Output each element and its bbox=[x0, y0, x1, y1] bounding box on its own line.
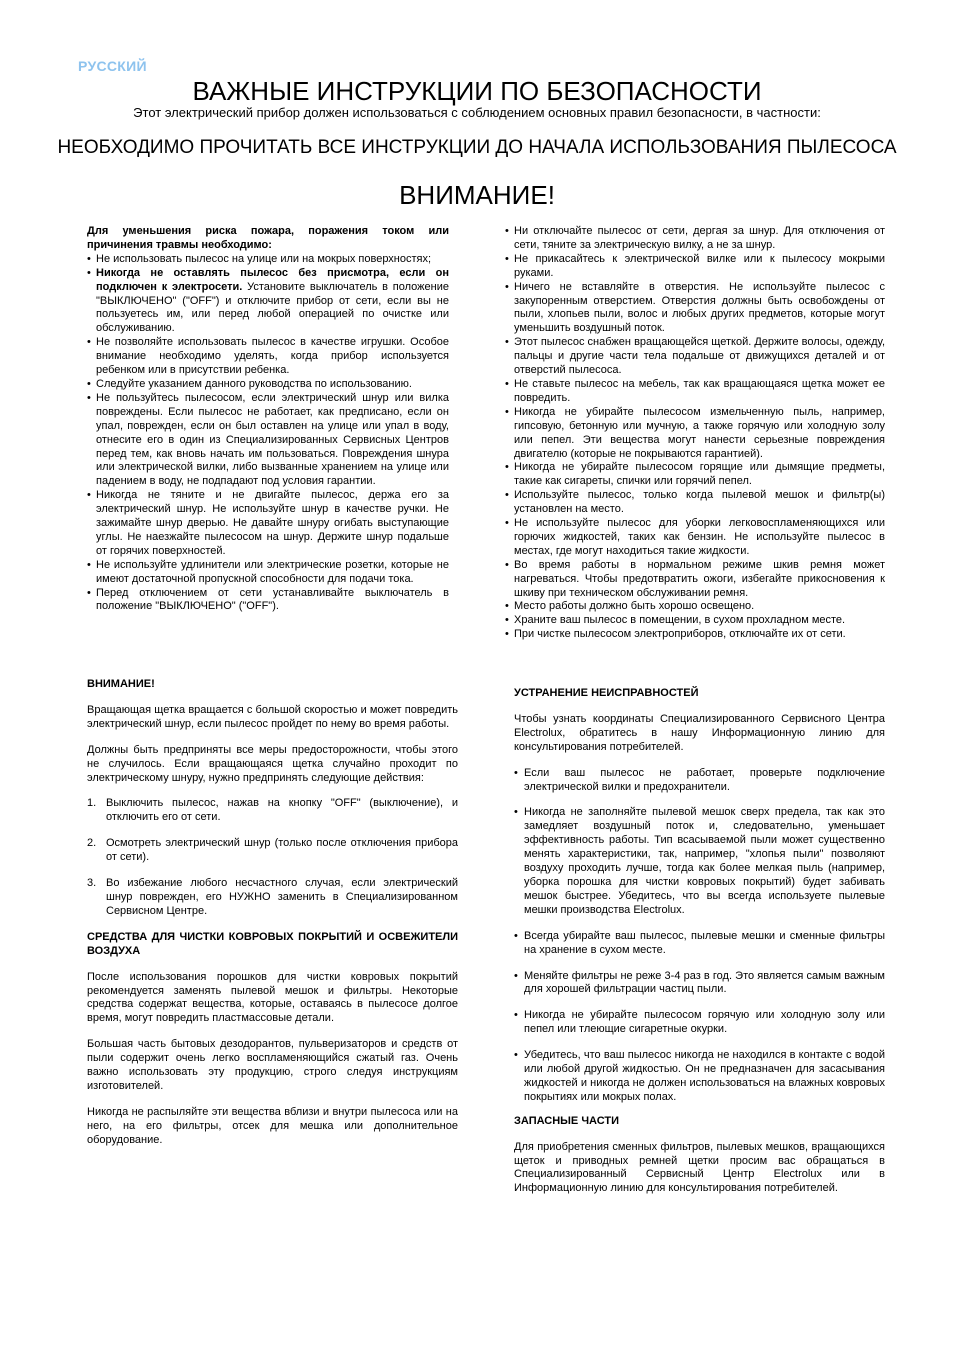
list-item: • Во время работы в нормальном режиме шкив ремня может нагреваться. Чтобы предотвратить ожоги, избегайте прикосновения к шкиву при техническом обслуживании ремня. bbox=[505, 559, 885, 601]
list-item: • Никогда не убирайте пылесосом горячую или холодную золу или пепел или тлеющие сигаретные окурки. bbox=[514, 1009, 885, 1037]
list-item: • Перед отключением от сети устанавливайте выключатель в положение "ВЫКЛЮЧЕНО" ("OFF"). bbox=[87, 587, 449, 615]
carpet-paragraph-1: После использования порошков для чистки ковровых покрытий рекомендуется заменять пылевой мешок и фильтры. Некоторые средства содержат вещества, которые, оставаясь в пылесосе долгое время, могут повредить пластмассовые детали. bbox=[87, 970, 458, 1025]
list-item: • Не используйте пылесос для уборки легковоспламеняющихся или горючих жидкостей, таких как бензин. Не используйте пылесос в местах, где могут находиться такие жидкости. bbox=[505, 517, 885, 559]
list-item: • Убедитесь, что ваш пылесос никогда не находился в контакте с водой или любой другой жидкостью. Он не предназначен для засасывания жидкостей и никогда не должен использоваться на влажных ковровых покрытиях или мокрых полах. bbox=[514, 1049, 885, 1105]
warning-heading: ВНИМАНИЕ! bbox=[87, 678, 155, 690]
warning-paragraph-1: Вращающая щетка вращается с большой скоростью и может повредить электрический шнур, если пылесос пройдет по нему во время работы. bbox=[87, 703, 458, 730]
list-item: • Меняйте фильтры не реже 3-4 раз в год. Это является самым важным для хорошей фильтрации частиц пыли. bbox=[514, 970, 885, 998]
list-item: • Место работы должно быть хорошо освещено. bbox=[505, 600, 885, 614]
list-item: 2. Осмотреть электрический шнур (только после отключения прибора от сети). bbox=[87, 837, 458, 864]
list-item: • Этот пылесос снабжен вращающейся щеткой. Держите волосы, одежду, пальцы и другие части тела подальше от движущихся деталей и от отверстий пылесоса. bbox=[505, 336, 885, 378]
carpet-paragraph-2: Большая часть бытовых дезодорантов, пульверизаторов и средств от пыли содержит очень легко воспламеняющийся сжатый газ. Очень важно использовать эту продукцию, строго следуя инструкциям изготовителей. bbox=[87, 1038, 458, 1092]
warning-paragraph-2: Должны быть предприняты все меры предосторожности, чтобы этого не случилось. Если вращающаяся щетка случайно проходит по электрическому шнуру, нужно предпринять следующие действия: bbox=[87, 743, 458, 784]
carpet-cleaners-heading: СРЕДСТВА ДЛЯ ЧИСТКИ КОВРОВЫХ ПОКРЫТИЙ И ОСВЕЖИТЕЛИ ВОЗДУХА bbox=[87, 930, 458, 957]
list-item: • Ни отключайте пылесос от сети, дергая за шнур. Для отключения от сети, тяните за электрическую вилку, а не за шнур. bbox=[505, 225, 885, 253]
troubleshooting-heading: УСТРАНЕНИЕ НЕИСПРАВНОСТЕЙ bbox=[514, 687, 699, 699]
list-item: • Не позволяйте использовать пылесос в качестве игрушки. Особое внимание необходимо уделять, когда прибор используется ребенком или в присутствии ребенка. bbox=[87, 336, 449, 378]
list-item: • Не используйте удлинители или электрические розетки, которые не имеют достаточной пропускной способности для подачи тока. bbox=[87, 559, 449, 587]
list-item: • Никогда не тяните и не двигайте пылесос, держа его за электрический шнур. Не используйте шнур в качестве ручки. Не зажимайте шнур дверью. Не давайте шнуру огибать выступающие углы. Не наезжайте пылесосом на шнур. Держите шнур подальше от горячих поверхностей. bbox=[87, 489, 449, 559]
page-subtitle: Этот электрический прибор должен использоваться с соблюдением основных правил безопасности, в частности: bbox=[133, 105, 821, 120]
list-item: 3. Во избежание любого несчастного случая, если электрический шнур поврежден, его НУЖНО заменить в Специализированном Сервисном Центре. bbox=[87, 877, 458, 917]
list-item: • Используйте пылесос, только когда пылевой мешок и фильтр(ы) установлен на место. bbox=[505, 489, 885, 517]
language-label: РУССКИЙ bbox=[78, 58, 147, 74]
troubleshooting-items bbox=[514, 767, 885, 1105]
troubleshooting-intro: Чтобы узнать координаты Специализированного Сервисного Центра Electrolux, обратитесь в нашу Информационную линию для консультирования потребителей. bbox=[514, 712, 885, 753]
page-title: ВАЖНЫЕ ИНСТРУКЦИИ ПО БЕЗОПАСНОСТИ bbox=[192, 76, 762, 106]
list-item: • Храните ваш пылесос в помещении, в сухом прохладном месте. bbox=[505, 614, 885, 628]
read-all-instructions-heading: НЕОБХОДИМО ПРОЧИТАТЬ ВСЕ ИНСТРУКЦИИ ДО НАЧАЛА ИСПОЛЬЗОВАНИЯ ПЫЛЕСОСА bbox=[57, 137, 897, 158]
safety-items-right bbox=[505, 225, 885, 642]
list-item: • Не пользуйтесь пылесосом, если электрический шнур или вилка повреждены. Если пылесос не работает, как предписано, если он упал, поврежден, если он был оставлен на улице или упал в воду, отнесите его в один из Специализированных Сервисных Центров перед тем, как вновь начать им пользоваться. Повреждения шнура или электрической вилки, либо вызванные хранением на улице или падением в воду, не подпадают под условия гарантии. bbox=[87, 392, 449, 489]
list-item: • Не ставьте пылесос на мебель, так как вращающаяся щетка может ее повредить. bbox=[505, 378, 885, 406]
spare-parts-text: Для приобретения сменных фильтров, пылевых мешков, вращающихся щеток и приводных ремней щетки просим вас обращаться в Специализированный Сервисный Центр Electrolux или в Информационную линию для консультирования потребителей. bbox=[514, 1140, 885, 1195]
list-item: 1. Выключить пылесос, нажав на кнопку "OFF" (выключение), и отключить его от сети. bbox=[87, 797, 458, 824]
safety-intro: Для уменьшения риска пожара, поражения током или причинения травмы необходимо: bbox=[87, 225, 449, 251]
carpet-paragraph-3: Никогда не распыляйте эти вещества вблизи и внутри пылесоса или на него, на его фильтры, отсек для мешка или дополнительное оборудование. bbox=[87, 1105, 458, 1146]
list-item: • Никогда не оставлять пылесос без присмотра, если он подключен к электросети. Установите выключатель в положение "ВЫКЛЮЧЕНО" ("OFF") и отключите прибор от сети, если вы не пользуетесь им, или перед любой операцией по очистке или обслуживанию. bbox=[87, 267, 449, 337]
safety-list-left bbox=[87, 225, 449, 614]
safety-items-left bbox=[87, 253, 449, 615]
list-item: • Никогда не заполняйте пылевой мешок сверх предела, так как это замедляет воздушный поток и, следовательно, уменьшает эффективность работы. Тип всасываемой пыли может существенно менять характеристики, так, например, "хлопья пыли" позволяют воздуху проходить лучше, тогда как более мелкая пыль (например, уборка порошка для чистки ковровых покрытий) будет забивать мешок быстрее. Убедитесь, что вы всегда используете пылевые мешки производства Electrolux. bbox=[514, 806, 885, 917]
list-item: • Никогда не убирайте пылесосом горящие или дымящие предметы, такие как сигареты, спички или горячий пепел. bbox=[505, 461, 885, 489]
safety-list-right bbox=[505, 225, 885, 642]
list-item: • Если ваш пылесос не работает, проверьте подключение электрической вилки и предохранители. bbox=[514, 767, 885, 795]
list-item: • Всегда убирайте ваш пылесос, пылевые мешки и сменные фильтры на хранение в сухом месте. bbox=[514, 930, 885, 958]
list-item: • Не прикасайтесь к электрической вилке или к пылесосу мокрыми руками. bbox=[505, 253, 885, 281]
spare-parts-heading: ЗАПАСНЫЕ ЧАСТИ bbox=[514, 1114, 620, 1127]
list-item: • Ничего не вставляйте в отверстия. Не используйте пылесос с закупоренным отверстием. Отверстия должны быть освобождены от пыли, хлопьев пыли, волос и любых других предметов, которые могут уменьшить воздушный поток. bbox=[505, 281, 885, 337]
warning-steps bbox=[87, 797, 458, 918]
list-item: • Следуйте указанием данного руководства по использованию. bbox=[87, 378, 449, 392]
troubleshooting-section bbox=[514, 687, 885, 1196]
list-item: • При чистке пылесосом электроприборов, отключайте их от сети. bbox=[505, 628, 885, 642]
list-item: • Не использовать пылесос на улице или на мокрых поверхностях; bbox=[87, 253, 449, 267]
list-item: • Никогда не убирайте пылесосом измельченную пыль, например, гипсовую, бетонную или мучную, а также горячую или холодную золу или пепел. Эти вещества могут нанести серьезные повреждения двигателю (которые не покрываются гарантией). bbox=[505, 406, 885, 462]
warning-section bbox=[87, 678, 458, 1148]
attention-heading: ВНИМАНИЕ! bbox=[399, 180, 555, 210]
